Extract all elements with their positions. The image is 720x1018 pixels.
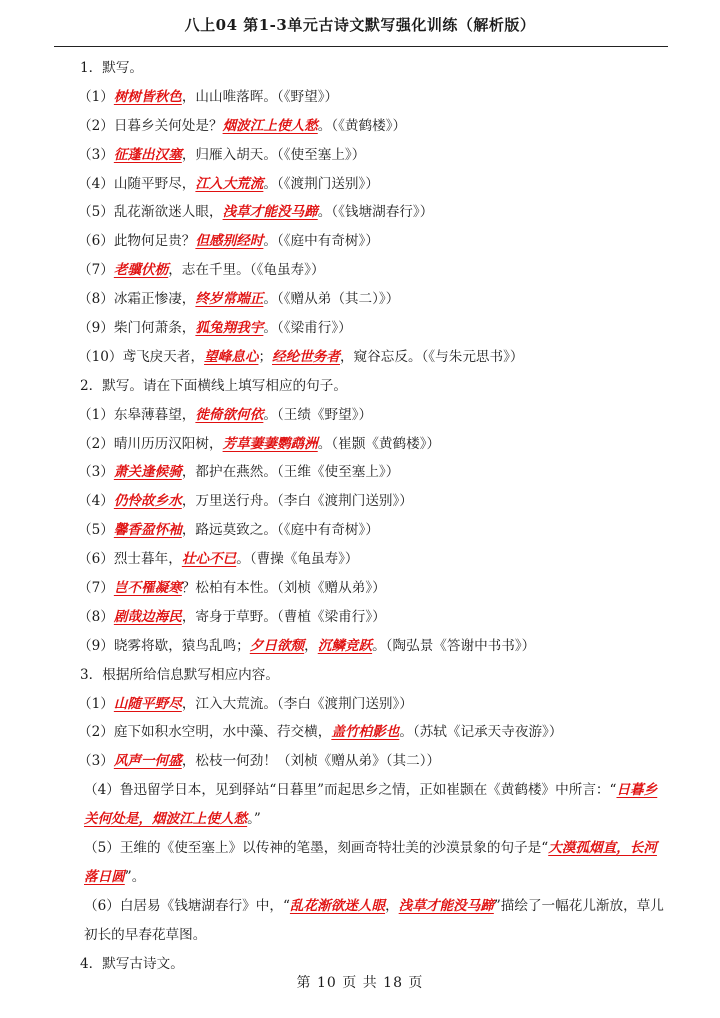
answer-text: 浅草才能没马蹄 — [398, 897, 494, 914]
answer-text: 江入大荒流 — [195, 175, 264, 192]
question-text: 。（王绩《野望》） — [263, 406, 373, 423]
question-item — [54, 718, 668, 747]
question-text: （3） — [78, 464, 114, 481]
question-text: （1） — [78, 88, 114, 105]
question-text: （4） — [78, 493, 114, 510]
question-item — [54, 314, 668, 343]
question-text: （6）此物何足贵？ — [78, 233, 196, 250]
question-item — [54, 227, 668, 256]
question-text: ”描绘了一幅花儿渐放，草儿初长的早春花草图。 — [84, 897, 664, 943]
answer-text: 萧关逢候骑 — [113, 464, 182, 481]
question-item — [54, 256, 668, 285]
question-item — [54, 343, 668, 372]
question-text: （7） — [78, 262, 114, 279]
answer-text: 壮心不已 — [181, 551, 237, 568]
question-text: 。（曹操《龟虽寿》） — [236, 551, 359, 568]
answer-text: 狐兔翔我宇 — [195, 320, 264, 337]
question-item — [54, 690, 668, 719]
question-item — [54, 112, 668, 141]
answer-text: 风声一何盛 — [113, 753, 182, 770]
answer-text: 老骥伏枥 — [113, 262, 169, 279]
answer-text: 经纶世务者 — [272, 348, 340, 365]
question-text: 。（《钱塘湖春行》） — [317, 204, 434, 221]
section-heading: 2．默写。请在下面横线上填写相应的句子。 — [80, 377, 347, 394]
question-item — [54, 516, 668, 545]
question-item — [54, 170, 668, 199]
header-divider — [54, 46, 668, 47]
answer-text: 芳草萋萋鹦鹉洲 — [222, 435, 318, 452]
question-text: ，都护在燕然。（王维《使至塞上》） — [181, 464, 400, 481]
question-item — [54, 545, 668, 574]
answer-text: 日暮乡关何处是，烟波江上使人愁 — [84, 782, 658, 828]
answer-text: 望峰息心 — [204, 348, 259, 365]
answer-text: 剧哉边海民 — [113, 608, 182, 625]
question-text: 。（《梁甫行》） — [263, 320, 352, 337]
question-paragraph — [54, 834, 668, 892]
question-item — [54, 458, 668, 487]
question-paragraph — [54, 776, 668, 834]
question-text: （8） — [78, 608, 114, 625]
answer-text: 山随平野尽 — [113, 695, 182, 712]
answer-text: 岂不罹凝寒 — [113, 580, 182, 597]
question-text: 。（崔颢《黄鹤楼》） — [317, 435, 441, 452]
question-text: ； — [258, 348, 273, 365]
question-text: ， — [304, 637, 318, 654]
question-text: ，归雁入胡天。（《使至塞上》） — [181, 146, 366, 163]
question-item — [54, 487, 668, 516]
question-text: （6）白居易《钱塘湖春行》中，“ — [84, 897, 290, 914]
question-text: ， — [385, 897, 399, 914]
answer-text: 沉鳞竞跃 — [317, 637, 373, 654]
question-text: 。（苏轼《记承天寺夜游》） — [399, 724, 563, 741]
page-title: 八上04 第1-3单元古诗文默写强化训练（解析版） — [184, 16, 536, 34]
answer-text: 征蓬出汉塞 — [113, 146, 182, 163]
question-text: （1）东皋薄暮望， — [78, 406, 196, 423]
question-text: 。（《庭中有奇树》） — [263, 233, 379, 250]
question-text: （1） — [78, 695, 114, 712]
question-text: ？松柏有本性。（刘桢《赠从弟》） — [181, 580, 386, 597]
question-item — [54, 141, 668, 170]
question-text: ，窥谷忘反。（《与朱元思书》） — [340, 348, 524, 365]
answer-text: 浅草才能没马蹄 — [222, 204, 318, 221]
document-body — [54, 54, 668, 979]
question-item — [54, 401, 668, 430]
question-text: （9）晓雾将歇，猿鸟乱鸣； — [78, 637, 250, 654]
question-text: （2）晴川历历汉阳树， — [78, 435, 223, 452]
question-text: ，山山唯落晖。（《野望》） — [181, 88, 339, 105]
question-text: （3） — [78, 146, 114, 163]
answer-text: 烟波江上使人愁 — [222, 117, 318, 134]
question-text: （7） — [78, 580, 114, 597]
answer-text: 夕日欲颓 — [249, 637, 305, 654]
question-text: （5）乱花渐欲迷人眼， — [78, 204, 223, 221]
question-text: （5） — [78, 522, 114, 539]
answer-text: 盖竹柏影也 — [331, 724, 400, 741]
answer-text: 徙倚欲何依 — [195, 406, 264, 423]
question-item — [54, 285, 668, 314]
question-text: （2）日暮乡关何处是？ — [78, 117, 223, 134]
question-text: ，万里送行舟。（李白《渡荆门送别》） — [181, 493, 413, 510]
answer-text: 但感别经时 — [195, 233, 264, 250]
answer-text: 大漠孤烟直，长河落日圆 — [84, 840, 657, 885]
question-text: ，寄身于草野。（曹植《梁甫行》） — [181, 608, 386, 625]
question-item — [54, 603, 668, 632]
question-text: ，志在千里。（《龟虽寿》） — [168, 262, 325, 279]
answer-text: 树树皆秋色 — [113, 88, 182, 105]
answer-text: 乱花渐欲迷人眼 — [289, 897, 386, 914]
section-heading: 1．默写。 — [80, 60, 144, 76]
question-text: ，松枝一何劲！（刘桢《赠从弟》（其二）） — [181, 753, 441, 770]
question-item — [54, 83, 668, 112]
question-text: 。（《渡荆门送别》） — [263, 175, 379, 192]
question-text: （3） — [78, 753, 114, 770]
section-heading: 3．根据所给信息默写相应内容。 — [80, 666, 279, 683]
question-text: 。（陶弘景《答谢中书书》） — [372, 637, 536, 654]
page-number: 第 10 页 共 18 页 — [296, 975, 424, 991]
question-text: ，江入大荒流。（李白《渡荆门送别》） — [181, 695, 413, 712]
question-text: 。（《黄鹤楼》） — [317, 117, 407, 134]
question-text: ”。 — [124, 868, 146, 885]
answer-text: 馨香盈怀袖 — [113, 522, 182, 539]
question-text: 。” — [247, 811, 261, 828]
question-text: （5）王维的《使至塞上》以传神的笔墨，刻画奇特壮美的沙漠景象的句子是“ — [84, 840, 549, 857]
question-text: （4）鲁迅留学日本，见到驿站“日暮里”而起思乡之情，正如崔颢在《黄鹤楼》中所言：“ — [84, 782, 617, 799]
question-text: （9）柴门何萧条， — [78, 320, 196, 337]
question-item — [54, 198, 668, 227]
question-text: （6）烈士暮年， — [78, 551, 182, 568]
question-text: （2）庭下如积水空明，水中藻、荇交横， — [78, 724, 332, 741]
section-heading: 4．默写古诗文。 — [80, 955, 184, 972]
question-item — [54, 747, 668, 776]
question-text: ，路远莫致之。（《庭中有奇树》） — [181, 522, 379, 539]
question-paragraph — [54, 892, 668, 950]
question-text: （4）山随平野尽， — [78, 175, 196, 192]
answer-text: 终岁常端正 — [195, 291, 264, 308]
question-text: 。（《赠从弟（其二）》） — [263, 291, 400, 308]
question-item — [54, 632, 668, 661]
question-item — [54, 574, 668, 603]
question-item — [54, 430, 668, 459]
question-text: （8）冰霜正惨凄， — [78, 291, 196, 308]
question-text: （10）鸢飞戾天者， — [78, 348, 205, 365]
answer-text: 仍怜故乡水 — [113, 493, 182, 510]
